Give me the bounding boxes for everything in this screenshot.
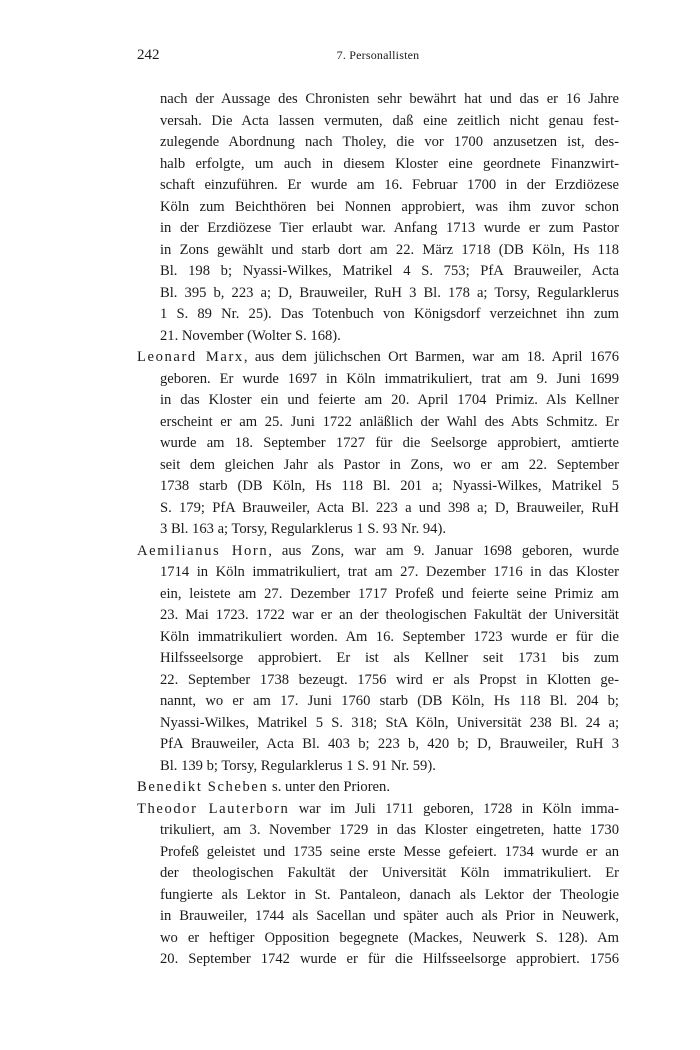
line-text: Köln zum Beichthören bei Nonnen approbiert, was ihm zuvor schon — [160, 198, 619, 215]
line-text: wo er heftiger Opposition begegnete (Mackes, Neuwerk S. 128). Am — [160, 929, 619, 946]
text-line — [160, 670, 619, 692]
line-text: 1714 in Köln immatrikuliert, trat am 27. Dezember 1716 in das Kloster — [160, 564, 619, 580]
text-line — [160, 304, 619, 326]
line-text: in Zons gewählt und starb dort am 22. März 1718 (DB Köln, Hs 118 — [160, 241, 619, 258]
line-text: in das Kloster ein und feierte am 20. April 1704 Primiz. Als Kellner — [160, 392, 619, 408]
line-text: 22. September 1738 bezeugt. 1756 wird er als Propst in Klotten ge- — [160, 671, 619, 688]
text-line — [160, 197, 619, 219]
text-line — [160, 562, 619, 584]
text-line — [160, 648, 619, 670]
text-line — [160, 498, 619, 520]
entry-name: Aemilianus Horn — [137, 542, 269, 559]
text-line — [160, 691, 619, 713]
text-line — [160, 885, 619, 907]
line-text: 23. Mai 1723. 1722 war er an der theologischen Fakultät der Universität — [160, 607, 619, 623]
line-text: seit dem gleichen Jahr als Pastor in Zons, wo er am 22. September — [160, 456, 619, 473]
text-line — [160, 863, 619, 885]
line-text: wurde am 18. September 1727 für die Seelsorge approbiert, amtierte — [160, 435, 619, 451]
entry-name: Theodor Lauterborn — [137, 800, 290, 817]
text-line — [160, 734, 619, 756]
text-line — [160, 111, 619, 133]
line-text: 20. September 1742 wurde er für die Hilfsseelsorge approbiert. 1756 — [160, 951, 619, 967]
text-line — [160, 132, 619, 154]
text-line — [160, 519, 619, 541]
entry-heading-line — [137, 541, 619, 563]
text-line — [160, 283, 619, 305]
entry-name: Benedikt Scheben — [137, 779, 269, 795]
line-text: S. 179; PfA Brauweiler, Acta Bl. 223 a und 398 a; D, Brauweiler, RuH — [160, 499, 619, 516]
text-line — [160, 820, 619, 842]
line-text: geboren. Er wurde 1697 in Köln immatrikuliert, trat am 9. Juni 1699 — [160, 370, 619, 387]
line-text: PfA Brauweiler, Acta Bl. 403 b; 223 b, 420 b; D, Brauweiler, RuH 3 — [160, 736, 619, 752]
entry-heading-line — [137, 347, 619, 369]
text-line — [160, 218, 619, 240]
line-text: war im Juli 1711 geboren, 1728 in Köln imma- — [289, 800, 620, 817]
line-text: Profeß geleistet und 1735 seine erste Messe gefeiert. 1734 wurde er an — [160, 843, 619, 860]
line-text: fungierte als Lektor in St. Pantaleon, danach als Lektor der Theologie — [160, 886, 619, 903]
line-text: , aus dem jülichschen Ort Barmen, war am 18. April 1676 — [243, 349, 619, 365]
text-line — [160, 906, 619, 928]
line-text: schaft einzuführen. Er wurde am 16. Februar 1700 in der Erzdiözese — [160, 177, 619, 193]
line-text: in Brauweiler, 1744 als Sacellan und später auch als Prior in Neuwerk, — [160, 908, 619, 924]
page-number: 242 — [137, 47, 160, 63]
line-text: 1 S. 89 Nr. 25). Das Totenbuch von Königsdorf verzeichnet ihn zum — [160, 306, 619, 322]
text-line — [160, 412, 619, 434]
text-line — [160, 713, 619, 735]
text-line — [160, 627, 619, 649]
line-text: in der Erzdiözese Tier erlaubt war. Anfang 1713 wurde er zum Pastor — [160, 220, 619, 236]
text-line — [160, 584, 619, 606]
text-line — [160, 949, 619, 971]
line-text: 21. November (Wolter S. 168). — [160, 327, 341, 344]
text-line — [160, 390, 619, 412]
line-text: halb erfolgte, um auch in diesem Kloster eine geordnete Finanzwirt- — [160, 155, 619, 172]
text-line — [160, 605, 619, 627]
line-text: 1738 starb (DB Köln, Hs 118 Bl. 201 a; Nyassi-Wilkes, Matrikel 5 — [160, 478, 619, 494]
line-text: Köln immatrikuliert worden. Am 16. September 1723 wurde er für die — [160, 628, 619, 645]
line-text: Bl. 139 b; Torsy, Regularklerus 1 S. 91 Nr. 59). — [160, 757, 436, 774]
entry-name: Leonard Marx — [137, 349, 244, 365]
line-text: zulegende Abordnung nach Tholey, die vor 1700 anzusetzen ist, des- — [160, 134, 619, 150]
line-text: ein, leistete am 27. Dezember 1717 Profeß und feierte seine Primiz am — [160, 585, 619, 602]
line-text: erscheint er am 25. Juni 1722 anläßlich der Wahl des Abts Schmitz. Er — [160, 413, 619, 430]
entry-heading-line — [137, 777, 619, 799]
line-text: 3 Bl. 163 a; Torsy, Regularklerus 1 S. 93 Nr. 94). — [160, 521, 446, 537]
text-line — [160, 476, 619, 498]
page-header — [137, 47, 619, 67]
entry-heading-line — [137, 799, 619, 821]
line-text: Bl. 198 b; Nyassi-Wilkes, Matrikel 4 S. 753; PfA Brauweiler, Acta — [160, 263, 619, 279]
text-line — [160, 433, 619, 455]
text-line — [160, 240, 619, 262]
running-head: 7. Personallisten — [336, 48, 420, 62]
text-line — [160, 928, 619, 950]
line-text: Hilfsseelsorge approbiert. Er ist als Kellner seit 1731 bis zum — [160, 650, 619, 666]
text-line — [160, 175, 619, 197]
text-line — [160, 455, 619, 477]
text-line — [160, 756, 619, 778]
text-line — [160, 326, 619, 348]
text-line — [160, 369, 619, 391]
text-line — [160, 261, 619, 283]
line-text: der theologischen Fakultät der Universität Köln immatrikuliert. Er — [160, 865, 619, 881]
line-text: versah. Die Acta lassen vermuten, daß eine zeitlich nicht genau fest- — [160, 112, 619, 129]
text-line — [160, 154, 619, 176]
line-text: nach der Aussage des Chronisten sehr bewährt hat und das er 16 Jahre — [160, 91, 619, 107]
line-text: s. unter den Prioren. — [268, 779, 390, 795]
line-text: nannt, wo er am 17. Juni 1760 starb (DB Köln, Hs 118 Bl. 204 b; — [160, 693, 619, 709]
text-line — [160, 89, 619, 111]
line-text: , aus Zons, war am 9. Januar 1698 geboren, wurde — [268, 542, 619, 559]
line-text: trikuliert, am 3. November 1729 in das Kloster eingetreten, hatte 1730 — [160, 822, 619, 838]
line-text: Bl. 395 b, 223 a; D, Brauweiler, RuH 3 Bl. 178 a; Torsy, Regularklerus — [160, 284, 619, 301]
line-text: Nyassi-Wilkes, Matrikel 5 S. 318; StA Köln, Universität 238 Bl. 24 a; — [160, 714, 619, 731]
body-text — [137, 89, 619, 971]
text-line — [160, 842, 619, 864]
